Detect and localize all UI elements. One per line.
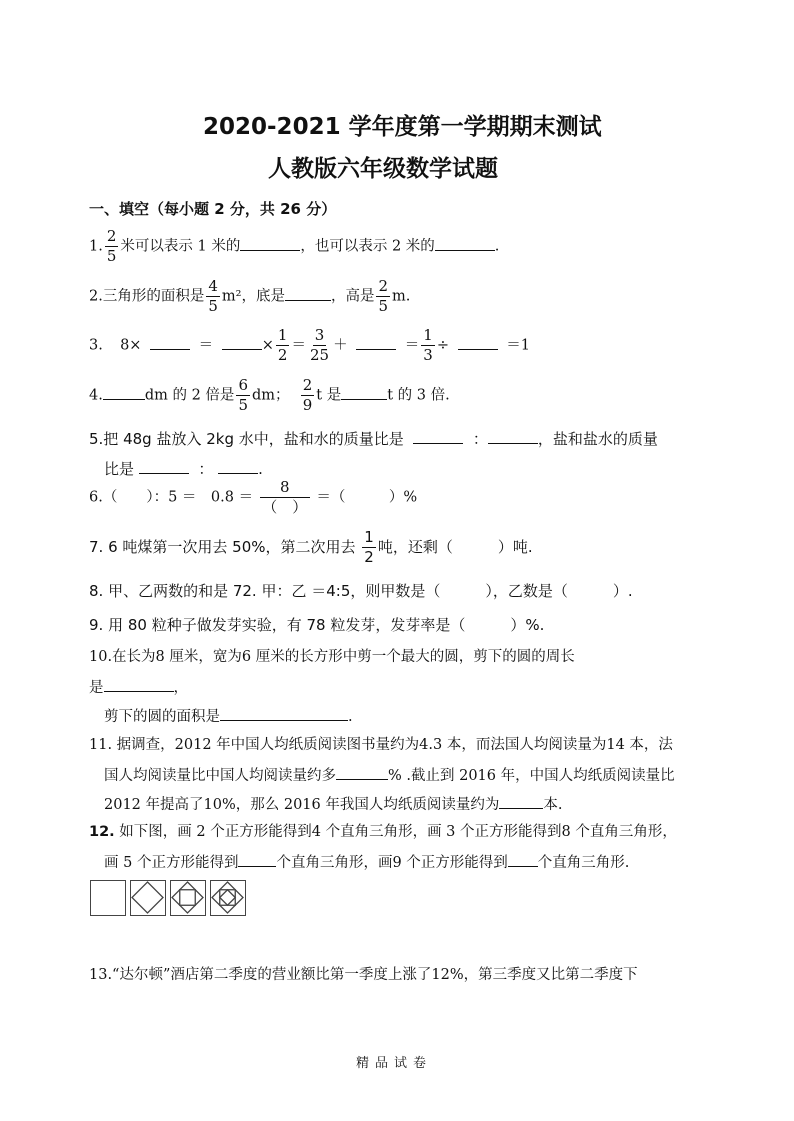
fraction: $\frac{2}{5}$ — [378, 277, 388, 315]
question-3: 3. 8× ＝ × $\frac{1}{2}$ ＝ $\frac{3}{25}$ ＋ ＝ $\frac{1}{3}$ ÷ ＝1 — [89, 326, 530, 364]
question-1: 1. $\frac{2}{5}$ 米可以表示 1 米的 ，也可以表示 2 米的 . — [89, 227, 500, 265]
answer-blank[interactable] — [413, 429, 463, 444]
question-12-line-1: 12. 如下图，画 2 个正方形能得到4 个直角三角形，画 3 个正方形能得到8 个直角三角形， — [89, 824, 677, 840]
fraction: $\frac{8}{( )}$ — [260, 478, 310, 517]
fraction: $\frac{1}{3}$ — [423, 326, 433, 364]
question-10-line-1: 10.在长为8 厘米，宽为6 厘米的长方形中剪一个最大的圆，剪下的圆的周长 — [89, 649, 575, 665]
fraction: $\frac{4}{5}$ — [208, 277, 218, 315]
square-figure-4 — [210, 880, 246, 916]
answer-blank[interactable] — [499, 794, 543, 809]
answer-blank[interactable] — [104, 677, 174, 692]
answer-blank[interactable] — [220, 706, 348, 721]
answer-blank[interactable] — [341, 385, 387, 400]
fraction: $\frac{6}{5}$ — [238, 376, 248, 414]
answer-blank[interactable] — [285, 286, 331, 301]
question-2: 2.三角形的面积是 $\frac{4}{5}$ m²，底是 ，高是 $\frac{2}{5}$ m. — [89, 277, 411, 315]
answer-blank[interactable] — [238, 852, 276, 867]
answer-blank[interactable] — [150, 335, 190, 350]
question-9: 9. 用 80 粒种子做发芽实验，有 78 粒发芽，发芽率是（ ）%. — [89, 616, 545, 634]
question-5-line-2: 比是 ： . — [104, 460, 263, 478]
section-heading: 一、填空（每小题 2 分，共 26 分） — [89, 200, 337, 218]
answer-blank[interactable] — [435, 236, 495, 251]
question-11-line-1: 11. 据调查，2012 年中国人均纸质阅读图书量约为4.3 本，而法国人均阅读量为14 本，法 — [89, 737, 673, 753]
answer-blank[interactable] — [488, 429, 538, 444]
page-footer: 精品试卷 — [356, 1056, 433, 1071]
square-figure-1 — [90, 880, 126, 916]
question-11-line-3: 2012 年提高了10%，那么 2016 年我国人均纸质阅读量约为 本. — [104, 794, 562, 814]
fraction: $\frac{1}{2}$ — [277, 326, 288, 364]
question-11-line-2: 国人均阅读量比中国人均阅读量约多 % .截止到 2016 年，中国人均纸质阅读量比 — [104, 765, 675, 785]
square-figure-3 — [170, 880, 206, 916]
exam-subtitle: 人教版六年级数学试题 — [268, 156, 498, 182]
answer-blank[interactable] — [336, 765, 388, 780]
answer-blank[interactable] — [218, 459, 258, 474]
answer-blank[interactable] — [222, 335, 262, 350]
question-8: 8. 甲、乙两数的和是 72. 甲：乙 ＝4:5，则甲数是（ ），乙数是（ ）. — [89, 582, 633, 600]
question-13: 13.“达尔顿”酒店第二季度的营业额比第一季度上涨了12%，第三季度又比第二季度下 — [89, 967, 638, 983]
answer-blank[interactable] — [508, 852, 538, 867]
fraction: $\frac{3}{25}$ — [309, 326, 330, 364]
question-6: 6.（ ）：5 ＝ 0.8 ＝ $\frac{8}{( )}$ ＝（ ）% — [89, 478, 418, 516]
answer-blank[interactable] — [458, 335, 498, 350]
question-12-line-2: 画 5 个正方形能得到 个直角三角形，画9 个正方形能得到 个直角三角形. — [104, 852, 629, 872]
fraction: $\frac{2}{9}$ — [302, 376, 313, 414]
answer-blank[interactable] — [240, 236, 300, 251]
nested-squares-figure — [90, 880, 250, 918]
square-figure-2 — [130, 880, 166, 916]
answer-blank[interactable] — [103, 385, 145, 400]
question-number: 1. — [89, 238, 103, 255]
question-10-line-2: 是 ， — [89, 677, 188, 697]
question-7: 7. 6 吨煤第一次用去 50%，第二次用去 $\frac{1}{2}$ 吨，还剩（ ）吨. — [89, 528, 533, 566]
question-10-line-3: 剪下的圆的面积是 . — [104, 706, 353, 726]
answer-blank[interactable] — [356, 335, 396, 350]
fraction: $\frac{1}{2}$ — [364, 528, 374, 566]
question-5-line-1: 5.把 48g 盐放入 2kg 水中，盐和水的质量比是 ： ，盐和盐水的质量 — [89, 430, 658, 448]
answer-blank[interactable] — [139, 459, 189, 474]
exam-title: 2020-2021 学年度第一学期期末测试 — [203, 114, 602, 140]
question-4: 4. dm 的 2 倍是 $\frac{6}{5}$ dm； $\frac{2}{9}$ t 是 t 的 3 倍. — [89, 376, 450, 414]
fraction: $\frac{2}{5}$ — [106, 227, 117, 265]
